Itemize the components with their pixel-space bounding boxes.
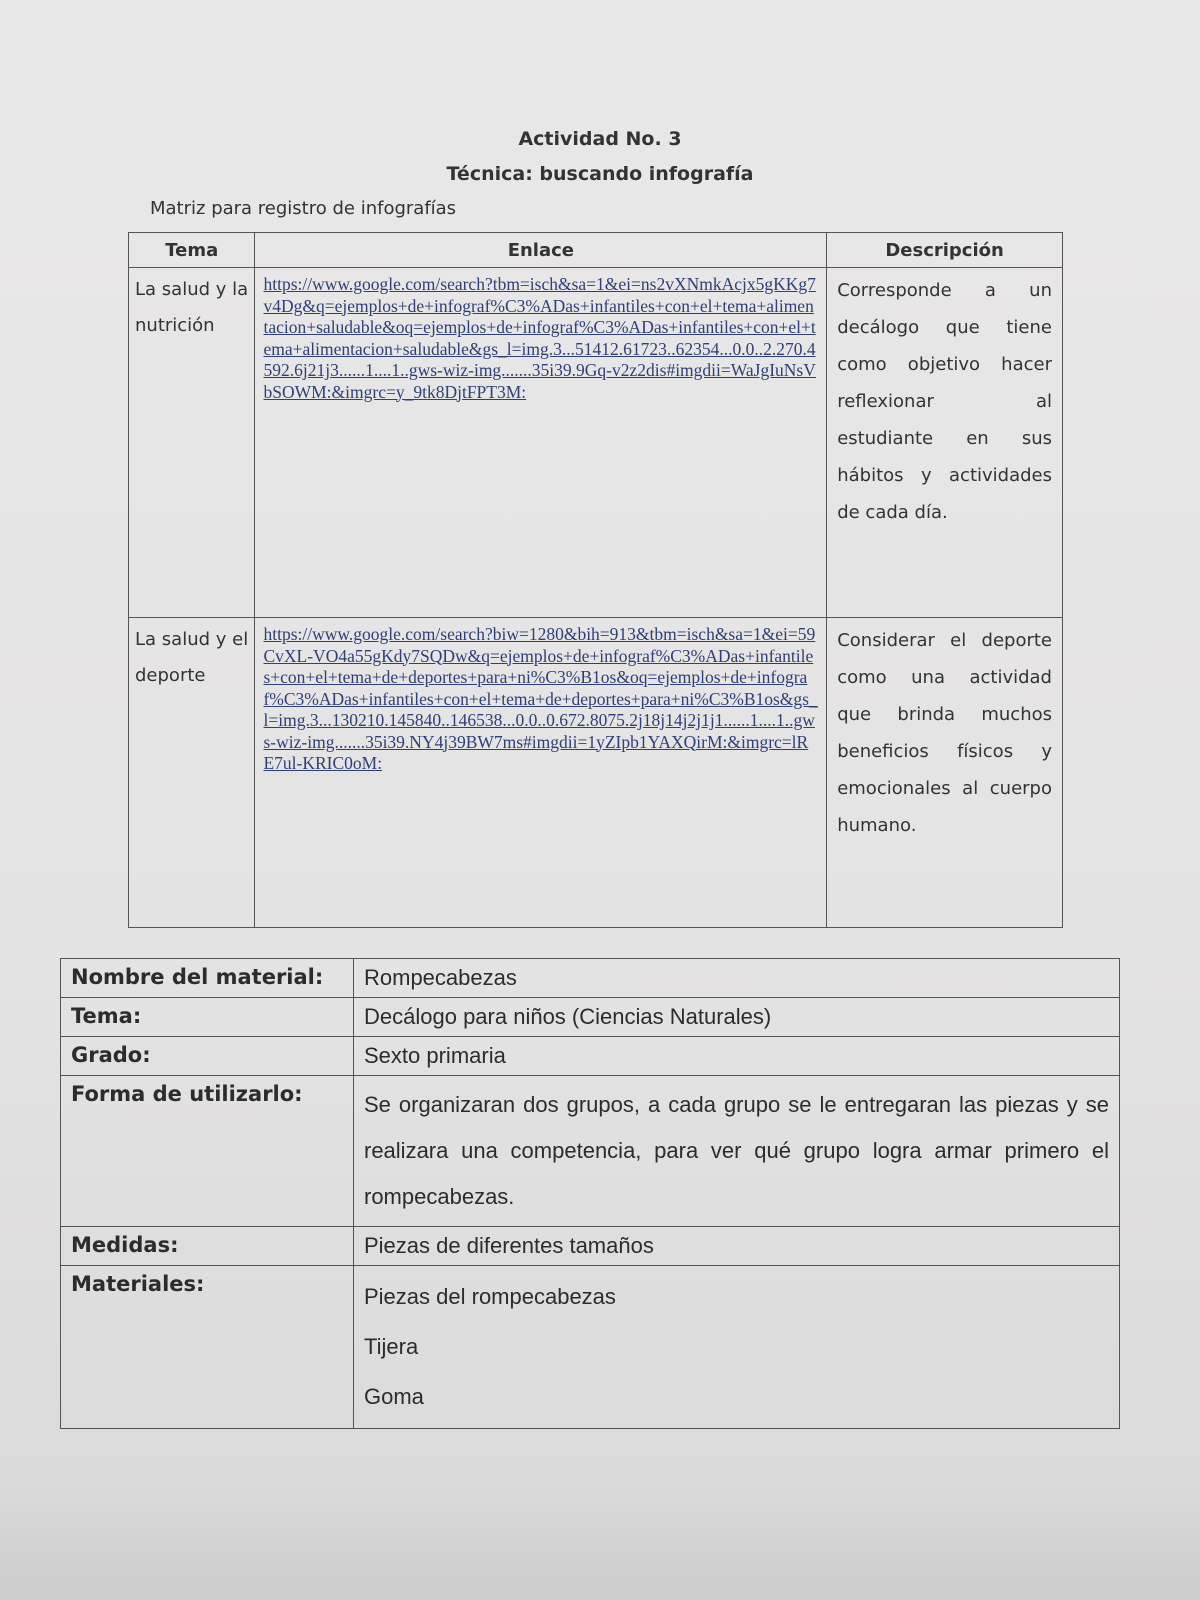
header-descripcion: Descripción (827, 233, 1063, 268)
list-item: Piezas del rompecabezas (364, 1284, 616, 1309)
table-row (61, 1266, 1120, 1429)
descripcion-cell: Considerar el deporte como una actividad que brinda muchos beneficios físicos y emocionales al cuerpo humano. (827, 618, 1063, 928)
table-row (61, 1076, 1120, 1227)
nombre-value: Rompecabezas (354, 959, 1120, 998)
infographics-matrix-table (128, 232, 1063, 928)
list-item: Goma (364, 1384, 424, 1409)
table-row (61, 959, 1120, 998)
medidas-label: Medidas: (61, 1227, 354, 1266)
table-row (61, 998, 1120, 1037)
photo-shadow (0, 1480, 1200, 1600)
link-cell[interactable]: https://www.google.com/search?tbm=isch&sa=1&ei=ns2vXNmkAcjx5gKKg7v4Dg&q=ejemplos+de+infograf%C3%ADas+infantiles+con+el+tema+alimentacion+saludable&oq=ejemplos+de+infograf%C3%ADas+infantiles+con+el+tema+alimentacion+saludable&gs_l=img.3...51412.61723..62354...0.0..2.270.4592.6j21j3......1....1..gws-wiz-img.......35i39.9Gq-v2z2dis#imgdii=WaJgIuNsVbSOWM:&imgrc=y_9tk8DjtFPT3M: (255, 268, 827, 618)
technique-subtitle: Técnica: buscando infografía (446, 163, 754, 185)
header-tema: Tema (129, 233, 255, 268)
table-row (129, 618, 1063, 928)
grado-label: Grado: (61, 1037, 354, 1076)
table-row (61, 1227, 1120, 1266)
tema-cell: La salud y la nutrición (129, 268, 255, 618)
tema-cell: La salud y el deporte (129, 618, 255, 928)
tema-value: Decálogo para niños (Ciencias Naturales) (354, 998, 1120, 1037)
table-row (129, 268, 1063, 618)
activity-title: Actividad No. 3 (518, 128, 682, 150)
tema-label: Tema: (61, 998, 354, 1037)
materiales-label: Materiales: (61, 1266, 354, 1429)
list-item: Tijera (364, 1334, 419, 1359)
medidas-value: Piezas de diferentes tamaños (354, 1227, 1120, 1266)
nombre-label: Nombre del material: (61, 959, 354, 998)
matrix-header-row (129, 233, 1063, 268)
materiales-list (354, 1266, 1120, 1429)
forma-value: Se organizaran dos grupos, a cada grupo se le entregaran las piezas y se realizara una competencia, para ver qué grupo logra armar primero el rompecabezas. (354, 1076, 1120, 1227)
link-cell[interactable]: https://www.google.com/search?biw=1280&bih=913&tbm=isch&sa=1&ei=59CvXL-VO4a55gKdy7SQDw&q=ejemplos+de+infograf%C3%ADas+infantiles+con+el+tema+de+deportes+para+ni%C3%B1os&oq=ejemplos+de+infograf%C3%ADas+infantiles+con+el+tema+de+deportes+para+ni%C3%B1os&gs_l=img.3...130210.145840..146538...0.0..0.672.8075.2j18j14j2j1j1......1....1..gws-wiz-img.......35i39.NY4j39BW7ms#imgdii=1yZIpb1YAXQirM:&imgrc=lRE7ul-KRIC0oM: (255, 618, 827, 928)
descripcion-cell: Corresponde a un decálogo que tiene como objetivo hacer reflexionar al estudiante en sus hábitos y actividades de cada día. (827, 268, 1063, 618)
header-enlace: Enlace (255, 233, 827, 268)
grado-value: Sexto primaria (354, 1037, 1120, 1076)
material-details-table (60, 958, 1120, 1429)
forma-label: Forma de utilizarlo: (61, 1076, 354, 1227)
matrix-caption: Matriz para registro de infografías (150, 198, 457, 219)
table-row (61, 1037, 1120, 1076)
